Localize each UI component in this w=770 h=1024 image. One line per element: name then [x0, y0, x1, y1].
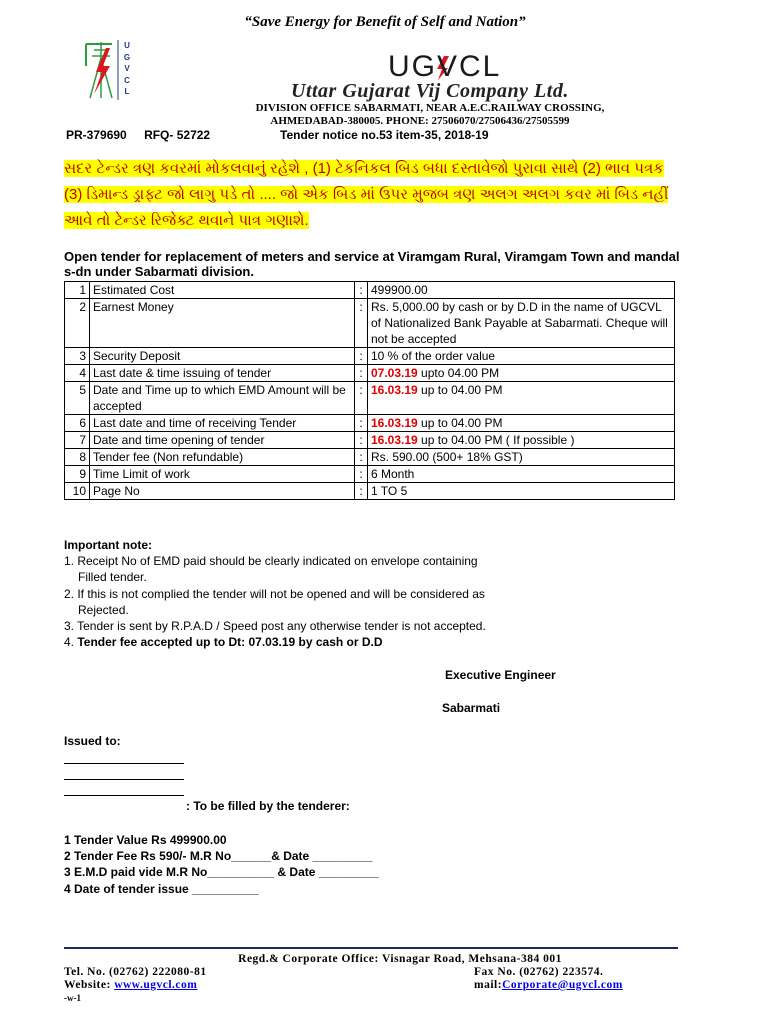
row-date: 16.03.19 — [371, 383, 418, 397]
address-line-1: DIVISION OFFICE SABARMATI, NEAR A.E.C.RAILWAY CROSSING, — [255, 102, 605, 114]
footer-regd-office: Regd.& Corporate Office: Visnagar Road, Mehsana-384 001 — [238, 953, 562, 965]
footer-mail — [474, 979, 623, 991]
row-value — [368, 299, 675, 348]
row-value — [368, 466, 675, 483]
table-row — [65, 449, 675, 466]
table-row — [65, 483, 675, 500]
ugvcl-logo — [82, 38, 134, 104]
row-number: 9 — [65, 466, 90, 483]
logo-vertical-letters: UGVCL — [123, 41, 131, 96]
row-colon: : — [355, 466, 368, 483]
issued-to-label: Issued to: — [64, 734, 121, 748]
row-number: 3 — [65, 348, 90, 365]
row-value — [368, 432, 675, 449]
row-label: Estimated Cost — [90, 282, 355, 299]
row-colon: : — [355, 348, 368, 365]
row-value-text: 6 Month — [371, 467, 415, 481]
row-number: 7 — [65, 432, 90, 449]
fill-item: 3 E.M.D paid vide M.R No__________ & Date _________ — [64, 865, 379, 880]
note-1: 1. Receipt No of EMD paid should be clearly indicated on envelope containing — [64, 554, 478, 569]
important-notes — [64, 537, 684, 650]
footer-website — [64, 979, 197, 991]
address-line-2: AHMEDABAD-380005. PHONE: 27506070/27506436/27505599 — [270, 115, 570, 127]
row-value — [368, 415, 675, 432]
tender-notice-number: Tender notice no.53 item-35, 2018-19 — [280, 128, 489, 142]
table-row — [65, 299, 675, 348]
row-label: Last date & time issuing of tender — [90, 365, 355, 382]
issued-to-line — [64, 763, 184, 764]
row-colon: : — [355, 282, 368, 299]
fill-item: 4 Date of tender issue __________ — [64, 881, 259, 896]
table-row — [65, 282, 675, 299]
row-number: 4 — [65, 365, 90, 382]
note-1-cont: Filled tender. — [78, 570, 147, 585]
fill-item: 2 Tender Fee Rs 590/- M.R No______& Date _________ — [64, 849, 373, 864]
notes-heading: Important note: — [64, 538, 152, 552]
row-label: Date and time opening of tender — [90, 432, 355, 449]
website-link[interactable]: www.ugvcl.com — [114, 979, 198, 991]
footer-tel: Tel. No. (02762) 222080-81 — [64, 966, 207, 978]
row-number: 6 — [65, 415, 90, 432]
mail-link[interactable]: Corporate@ugvcl.com — [502, 979, 623, 991]
note-4 — [64, 634, 684, 650]
issued-to-line — [64, 795, 184, 796]
row-value — [368, 282, 675, 299]
row-label: Page No — [90, 483, 355, 500]
row-value-text: Rs. 5,000.00 by cash or by D.D in the name of UGCVL of Nationalized Bank Payable at Sabarmati. Cheque will not be accepted — [371, 300, 668, 346]
gujarati-notice-text: સદર ટેન્ડર ત્રણ કવરમાં મોકલવાનું રહેશે , (1) ટેકનિકલ બિડ બધા દસ્તાવેજો પુરાવા સાથે (2) ભાવ પત્રક (3) ડિમાન્ડ ડ્રાફ્ટ જો લાગુ પડે તો .... જો એક બિડ માં ઉપર મુજબ ત્રણ અલગ અલગ કવર માં બિડ નહીં આવે તો ટેન્ડર રિજેક્ટ થવાને પાત્ર ગણાશે. — [64, 160, 669, 229]
rfq-number: RFQ- 52722 — [144, 128, 211, 142]
table-row — [65, 382, 675, 415]
row-value-text: up to 04.00 PM ( If possible ) — [417, 433, 575, 447]
signatory-place: Sabarmati — [442, 701, 501, 715]
row-date: 16.03.19 — [371, 416, 418, 430]
ugvcl-wordmark — [388, 50, 501, 84]
row-label: Tender fee (Non refundable) — [90, 449, 355, 466]
row-value-text: 10 % of the order value — [371, 349, 496, 363]
row-value — [368, 382, 675, 415]
mail-label: mail: — [474, 979, 503, 991]
table-row — [65, 348, 675, 365]
row-value-text: upto 04.00 PM — [417, 366, 500, 380]
row-colon: : — [355, 365, 368, 382]
fill-item: 1 Tender Value Rs 499900.00 — [64, 833, 227, 847]
row-label: Date and Time up to which EMD Amount will be accepted — [90, 382, 355, 415]
signatory-title: Executive Engineer — [445, 668, 556, 682]
row-label: Time Limit of work — [90, 466, 355, 483]
issued-to-line — [64, 779, 184, 780]
row-number: 5 — [65, 382, 90, 415]
note-4-prefix: 4. — [64, 635, 78, 650]
row-date: 16.03.19 — [371, 433, 418, 447]
row-value-text: Rs. 590.00 (500+ 18% GST) — [371, 450, 523, 464]
row-value — [368, 483, 675, 500]
tenderer-fill-heading: : To be filled by the tenderer: — [186, 799, 350, 813]
row-value-text: 1 TO 5 — [371, 484, 408, 498]
row-value-text: up to 04.00 PM — [417, 383, 503, 397]
note-3: 3. Tender is sent by R.P.A.D / Speed post any otherwise tender is not accepted. — [64, 619, 486, 634]
row-number: 8 — [65, 449, 90, 466]
row-colon: : — [355, 415, 368, 432]
note-4-text: Tender fee accepted up to Dt: 07.03.19 by cash or D.D — [77, 635, 383, 650]
row-value-text: 499900.00 — [371, 283, 428, 297]
footer-divider — [64, 947, 678, 949]
gujarati-notice — [64, 156, 680, 234]
row-colon: : — [355, 449, 368, 466]
brand-text: UGVCL — [388, 50, 502, 83]
note-2: 2. If this is not complied the tender will not be opened and will be considered as — [64, 586, 485, 601]
row-label: Security Deposit — [90, 348, 355, 365]
tenderer-fill-list — [64, 832, 379, 897]
row-colon: : — [355, 382, 368, 415]
pr-number: PR-379690 — [66, 128, 127, 142]
row-colon: : — [355, 299, 368, 348]
note-2-cont: Rejected. — [78, 602, 129, 617]
table-row — [65, 415, 675, 432]
row-colon: : — [355, 432, 368, 449]
row-label: Last date and time of receiving Tender — [90, 415, 355, 432]
row-colon: : — [355, 483, 368, 500]
footer-fax: Fax No. (02762) 223574. — [474, 966, 604, 978]
reference-numbers — [66, 128, 224, 142]
page-mark: -w-1 — [64, 993, 81, 1003]
tender-title: Open tender for replacement of meters and service at Viramgam Rural, Viramgam Town and mandal s-dn under Sabarmati division. — [64, 249, 680, 279]
table-row — [65, 432, 675, 449]
company-name: Uttar Gujarat Vij Company Ltd. — [291, 80, 569, 102]
row-date: 07.03.19 — [371, 366, 418, 380]
motto: “Save Energy for Benefit of Self and Nation” — [244, 14, 526, 30]
row-number: 2 — [65, 299, 90, 348]
website-label: Website: — [64, 979, 115, 991]
tender-details-table — [64, 281, 675, 500]
row-number: 1 — [65, 282, 90, 299]
table-row — [65, 466, 675, 483]
row-number: 10 — [65, 483, 90, 500]
row-label: Earnest Money — [90, 299, 355, 348]
row-value — [368, 365, 675, 382]
row-value — [368, 449, 675, 466]
row-value — [368, 348, 675, 365]
table-row — [65, 365, 675, 382]
row-value-text: up to 04.00 PM — [417, 416, 503, 430]
